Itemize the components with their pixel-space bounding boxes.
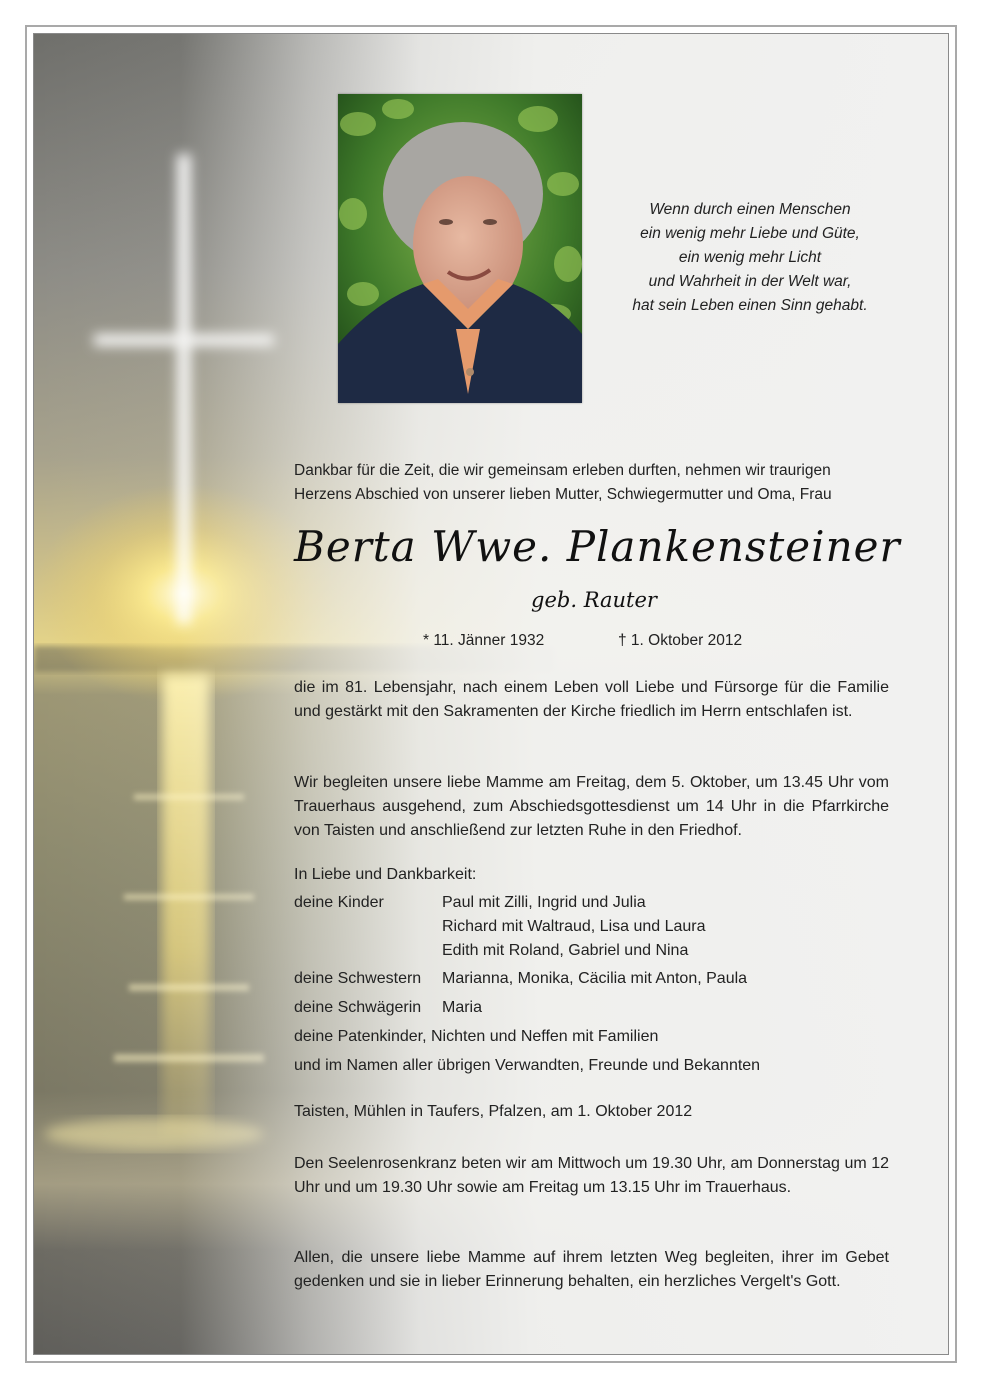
- quote-line: und Wahrheit in der Welt war,: [648, 273, 852, 290]
- godchildren-entry: deine Patenkinder, Nichten und Neffen mit Familien: [294, 1028, 659, 1045]
- funeral-paragraph: Wir begleiten unsere liebe Mamme am Freitag, dem 5. Oktober, um 13.45 Uhr vom Trauerhaus ausgehend, zum Abschiedsgottesdienst um 14 Uhr in die Pfarrkirche von Taisten und anschließend zur letzten Ruhe in den Friedhof.: [294, 774, 889, 839]
- child-entry: Paul mit Zilli, Ingrid und Julia: [442, 894, 646, 911]
- quote-line: hat sein Leben einen Sinn gehabt.: [632, 297, 868, 314]
- intro-text: [294, 459, 894, 507]
- thanks-paragraph: Allen, die unsere liebe Mamme auf ihrem letzten Weg begleiten, ihrer im Gebet gedenken und sie in lieber Erinnerung behalten, ein herzliches Vergelt's Gott.: [294, 1249, 889, 1290]
- death-date: † 1. Oktober 2012: [618, 632, 743, 649]
- intro-line: Herzens Abschied von unserer lieben Mutter, Schwiegermutter und Oma, Frau: [294, 486, 832, 503]
- sisters-entry: Marianna, Monika, Cäcilia mit Anton, Paula: [442, 970, 748, 987]
- intro-line: Dankbar für die Zeit, die wir gemeinsam erleben durften, nehmen wir traurigen: [294, 462, 831, 479]
- sisters-label: deine Schwestern: [294, 970, 422, 987]
- passing-paragraph: die im 81. Lebensjahr, nach einem Leben voll Liebe und Fürsorge für die Familie und gestärkt mit den Sakramenten der Kirche friedlich im Herrn entschlafen ist.: [294, 679, 889, 720]
- quote-line: ein wenig mehr Licht: [678, 249, 822, 266]
- sister-in-law-entry: Maria: [442, 999, 483, 1016]
- obituary-card: [33, 33, 949, 1355]
- child-entry: Richard mit Waltraud, Lisa und Laura: [442, 918, 706, 935]
- deceased-name: Berta Wwe. Plankensteiner: [294, 522, 901, 571]
- sister-in-law-label: deine Schwägerin: [294, 999, 422, 1016]
- rosary-paragraph: Den Seelenrosenkranz beten wir am Mittwoch um 19.30 Uhr, am Donnerstag um 12 Uhr und um 19.30 Uhr sowie am Freitag um 13.15 Uhr im Trauerhaus.: [294, 1155, 889, 1196]
- maiden-name: geb. Rauter: [531, 588, 657, 612]
- quote-line: ein wenig mehr Liebe und Güte,: [640, 225, 860, 242]
- place-and-date: Taisten, Mühlen in Taufers, Pfalzen, am 1. Oktober 2012: [294, 1103, 693, 1120]
- birth-date: * 11. Jänner 1932: [423, 632, 545, 649]
- memorial-quote: [590, 198, 910, 318]
- portrait-photo: [338, 94, 582, 403]
- children-label: deine Kinder: [294, 894, 384, 911]
- relatives-entry: und im Namen aller übrigen Verwandten, Freunde und Bekannten: [294, 1057, 761, 1074]
- child-entry: Edith mit Roland, Gabriel und Nina: [442, 942, 689, 959]
- family-heading: In Liebe und Dankbarkeit:: [294, 866, 477, 883]
- quote-line: Wenn durch einen Menschen: [649, 201, 851, 218]
